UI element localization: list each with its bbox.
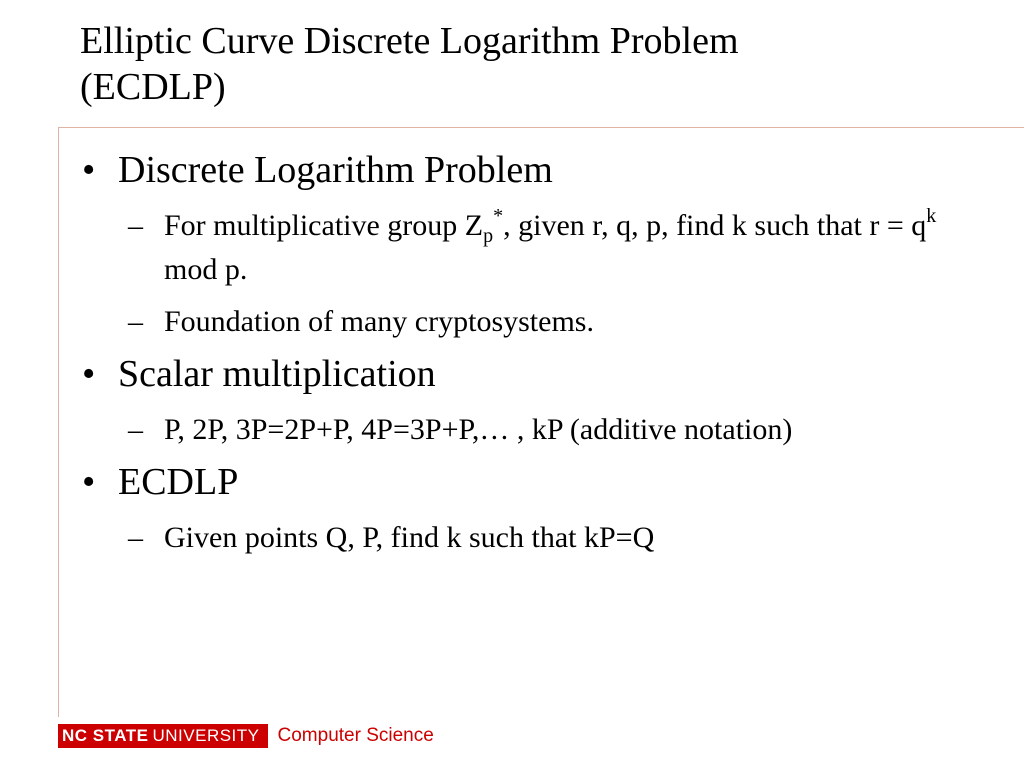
department-name: Computer Science bbox=[277, 725, 434, 746]
superscript-text: k bbox=[926, 205, 937, 227]
horizontal-divider bbox=[58, 127, 1024, 128]
superscript-text: * bbox=[493, 205, 504, 227]
sub-bullet-text: P, 2P, 3P=2P+P, 4P=3P+P,… , kP (additive notation) bbox=[164, 413, 793, 446]
dash-icon: – bbox=[128, 413, 143, 446]
sub-bullet-item bbox=[82, 516, 982, 560]
bullet-label: Scalar multiplication bbox=[118, 353, 436, 395]
dash-icon: – bbox=[128, 209, 143, 242]
bullet-icon: • bbox=[82, 149, 96, 191]
subscript-text: p bbox=[483, 225, 494, 247]
dash-icon: – bbox=[128, 305, 143, 338]
bullet-item bbox=[82, 352, 982, 396]
logo-university-text: UNIVERSITY bbox=[152, 726, 260, 745]
slide-title-line-1: Elliptic Curve Discrete Logarithm Problem bbox=[80, 20, 739, 62]
logo-nc-state-text: NC STATE bbox=[62, 726, 149, 745]
slide-title bbox=[80, 18, 980, 110]
sub-bullet-text: Given points Q, P, find k such that kP=Q bbox=[164, 521, 655, 554]
sub-bullet-text-part: mod p. bbox=[164, 253, 248, 286]
sub-bullet-text-part: , given r, q, p, find k such that r = q bbox=[503, 209, 927, 242]
bullet-label: Discrete Logarithm Problem bbox=[118, 149, 553, 191]
bullet-icon: • bbox=[82, 461, 96, 503]
sub-bullet-item bbox=[82, 204, 964, 292]
bullet-item bbox=[82, 148, 982, 192]
bullet-icon: • bbox=[82, 353, 96, 395]
slide-body bbox=[82, 148, 982, 568]
sub-bullet-item bbox=[82, 300, 982, 344]
dash-icon: – bbox=[128, 521, 143, 554]
sub-bullet-text: Foundation of many cryptosystems. bbox=[164, 305, 594, 338]
slide-title-line-2: (ECDLP) bbox=[80, 66, 226, 108]
sub-bullet-text-part: For multiplicative group Z bbox=[164, 209, 484, 242]
bullet-label: ECDLP bbox=[118, 461, 239, 503]
vertical-divider bbox=[58, 127, 59, 717]
footer bbox=[58, 724, 434, 748]
nc-state-university-logo bbox=[58, 724, 268, 748]
bullet-item bbox=[82, 460, 982, 504]
sub-bullet-item bbox=[82, 408, 864, 452]
